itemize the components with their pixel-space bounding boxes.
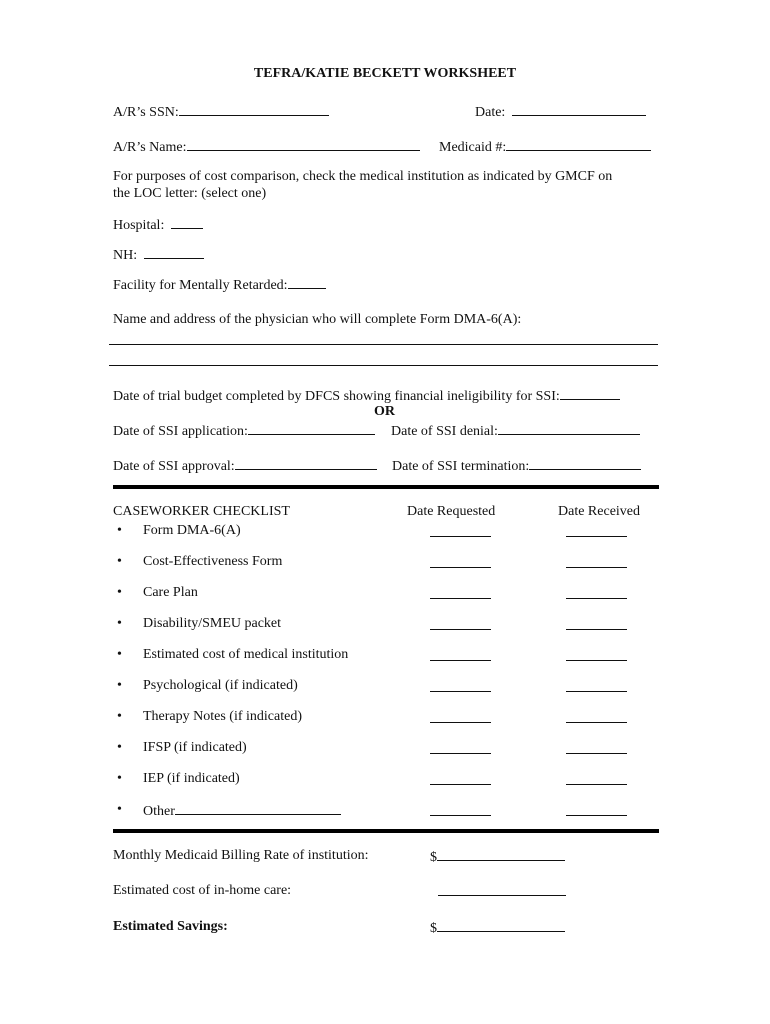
date-requested-blank[interactable] — [430, 660, 491, 661]
date-requested-blank[interactable] — [430, 691, 491, 692]
billing-rate-field[interactable] — [430, 847, 565, 866]
date-received-blank[interactable] — [566, 784, 627, 785]
date-received-header: Date Received — [558, 504, 641, 519]
instruction-line-2: the LOC letter: (select one) — [113, 186, 267, 201]
date-requested-blank[interactable] — [430, 536, 491, 537]
ssi-approval-field[interactable] — [113, 456, 377, 475]
hospital-option[interactable] — [113, 215, 203, 234]
checklist-item — [143, 646, 348, 663]
checklist-heading: CASEWORKER CHECKLIST — [113, 504, 290, 519]
date-requested-blank[interactable] — [430, 567, 491, 568]
savings-dollar: $ — [430, 921, 437, 936]
checklist-bullet: • — [117, 647, 122, 662]
or-separator: OR — [374, 404, 395, 419]
checklist-bullet: • — [117, 678, 122, 693]
checklist-bullet: • — [117, 554, 122, 569]
date-received-blank[interactable] — [566, 722, 627, 723]
savings-blank[interactable] — [437, 918, 565, 932]
date-requested-blank[interactable] — [430, 784, 491, 785]
checklist-item-label: Estimated cost of medical institution — [143, 647, 349, 662]
instruction-line-1: For purposes of cost comparison, check the medical institution as indicated by GMCF on — [113, 169, 613, 184]
ssi-application-label: Date of SSI application: — [113, 424, 248, 439]
checklist-item — [143, 801, 341, 820]
date-received-blank[interactable] — [566, 536, 627, 537]
date-received-blank[interactable] — [566, 815, 627, 816]
checklist-item-label: Disability/SMEU packet — [143, 616, 282, 631]
billing-rate-label: Monthly Medicaid Billing Rate of institution: — [113, 848, 369, 863]
hospital-blank[interactable] — [171, 215, 203, 229]
hospital-label: Hospital: — [113, 218, 165, 233]
other-item-blank[interactable] — [175, 801, 341, 815]
checklist-item — [143, 553, 282, 570]
checklist-item — [143, 522, 241, 539]
facility-label: Facility for Mentally Retarded: — [113, 278, 288, 293]
ssi-application-field[interactable] — [113, 421, 375, 440]
estimated-savings-label: Estimated Savings: — [113, 919, 228, 934]
name-field[interactable] — [113, 137, 420, 156]
ssi-termination-field[interactable] — [392, 456, 641, 475]
ssi-termination-blank[interactable] — [529, 456, 641, 470]
checklist-item — [143, 584, 198, 601]
date-received-blank[interactable] — [566, 753, 627, 754]
trial-budget-label: Date of trial budget completed by DFCS showing financial ineligibility for SSI: — [113, 389, 560, 404]
date-requested-header: Date Requested — [407, 504, 496, 519]
section-divider-bottom — [113, 829, 659, 833]
date-requested-blank[interactable] — [430, 722, 491, 723]
nh-label: NH: — [113, 248, 138, 263]
name-blank[interactable] — [187, 137, 420, 151]
checklist-item — [143, 739, 247, 756]
name-label: A/R’s Name: — [113, 140, 187, 155]
date-requested-blank[interactable] — [430, 598, 491, 599]
checklist-item — [143, 677, 298, 694]
billing-rate-blank[interactable] — [437, 847, 565, 861]
checklist-item-label: Care Plan — [143, 585, 198, 600]
checklist-item-label: IEP (if indicated) — [143, 771, 240, 786]
billing-rate-dollar: $ — [430, 850, 437, 865]
trial-budget-field[interactable] — [113, 386, 620, 405]
facility-option[interactable] — [113, 275, 326, 294]
checklist-item-label: Form DMA-6(A) — [143, 523, 241, 538]
ssi-denial-label: Date of SSI denial: — [391, 424, 498, 439]
date-received-blank[interactable] — [566, 567, 627, 568]
ssi-approval-label: Date of SSI approval: — [113, 459, 235, 474]
checklist-bullet: • — [117, 523, 122, 538]
section-divider-top — [113, 485, 659, 489]
date-received-blank[interactable] — [566, 691, 627, 692]
ssn-blank[interactable] — [179, 102, 329, 116]
checklist-bullet: • — [117, 740, 122, 755]
checklist-item-label: Cost-Effectiveness Form — [143, 554, 283, 569]
checklist-item-label: IFSP (if indicated) — [143, 740, 247, 755]
date-label: Date: — [475, 105, 506, 120]
ssi-approval-blank[interactable] — [235, 456, 377, 470]
date-requested-blank[interactable] — [430, 753, 491, 754]
date-requested-blank[interactable] — [430, 629, 491, 630]
inhome-cost-blank[interactable] — [438, 895, 566, 896]
date-received-blank[interactable] — [566, 629, 627, 630]
checklist-item-label: Psychological (if indicated) — [143, 678, 298, 693]
checklist-bullet: • — [117, 585, 122, 600]
checklist-bullet: • — [117, 802, 122, 817]
medicaid-field[interactable] — [439, 137, 651, 156]
trial-budget-blank[interactable] — [560, 386, 620, 400]
inhome-cost-label: Estimated cost of in-home care: — [113, 883, 292, 898]
date-requested-blank[interactable] — [430, 815, 491, 816]
page-title: TEFRA/KATIE BECKETT WORKSHEET — [253, 66, 517, 81]
checklist-bullet: • — [117, 771, 122, 786]
ssn-field[interactable] — [113, 102, 329, 121]
checklist-bullet: • — [117, 616, 122, 631]
date-received-blank[interactable] — [566, 598, 627, 599]
medicaid-label: Medicaid #: — [439, 140, 507, 155]
medicaid-blank[interactable] — [506, 137, 651, 151]
checklist-item-label: Therapy Notes (if indicated) — [143, 709, 302, 724]
date-received-blank[interactable] — [566, 660, 627, 661]
nh-option[interactable] — [113, 245, 204, 264]
ssi-application-blank[interactable] — [248, 421, 375, 435]
checklist-item — [143, 615, 281, 632]
checklist-bullet: • — [117, 709, 122, 724]
savings-field[interactable] — [430, 918, 565, 937]
physician-line-1[interactable] — [109, 344, 658, 345]
ssi-termination-label: Date of SSI termination: — [392, 459, 530, 474]
facility-blank[interactable] — [288, 275, 326, 289]
date-blank[interactable] — [512, 102, 646, 116]
ssn-label: A/R’s SSN: — [113, 105, 179, 120]
physician-label: Name and address of the physician who will complete Form DMA-6(A): — [113, 312, 522, 327]
checklist-item — [143, 770, 240, 787]
nh-blank[interactable] — [144, 245, 204, 259]
physician-line-2[interactable] — [109, 365, 658, 366]
ssi-denial-blank[interactable] — [498, 421, 640, 435]
checklist-item — [143, 708, 302, 725]
ssi-denial-field[interactable] — [391, 421, 640, 440]
date-field[interactable] — [475, 102, 646, 121]
checklist-item-label: Other — [143, 804, 175, 819]
